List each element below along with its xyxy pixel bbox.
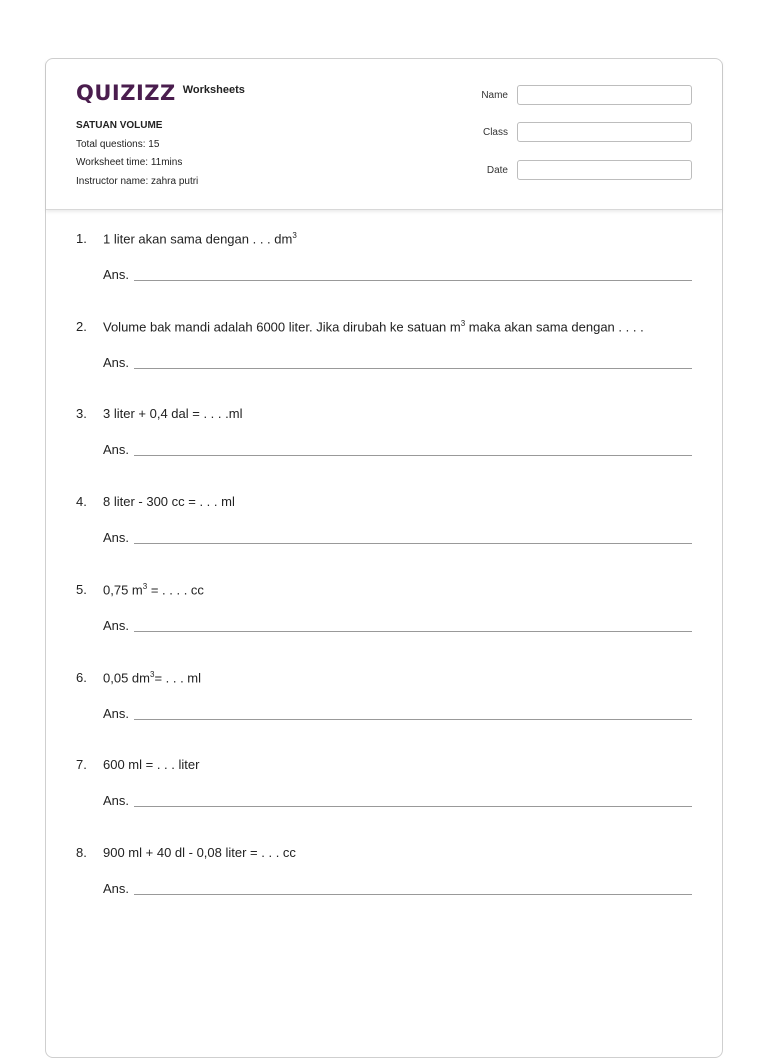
name-input[interactable] [517,85,692,105]
superscript: 3 [142,581,148,591]
class-input[interactable] [517,122,692,142]
question-number: 5. [76,581,87,597]
question-text-main: 0,75 m [103,582,143,598]
brand [76,81,245,105]
answer-line[interactable] [134,806,692,807]
answer-label: Ans. [103,617,130,633]
date-input[interactable] [517,160,692,180]
name-label: Name [481,89,508,101]
question-text [103,582,204,597]
question-text [103,757,199,772]
question-text-tail: maka akan sama dengan . . . . [465,319,644,335]
question-number: 4. [76,494,87,510]
answer-label: Ans. [103,793,130,809]
question-text-tail: = . . . . cc [147,582,204,598]
question-text-main: 900 ml + 40 dl - 0,08 liter = . . . cc [103,844,296,860]
answer-label: Ans. [103,705,130,721]
superscript: 3 [149,669,155,679]
question-text [103,494,235,509]
quizizz-logo: QUIZIZZ [76,81,176,105]
superscript: 3 [292,231,297,240]
question-number: 3. [76,406,87,422]
question-text [103,319,644,334]
question-number: 7. [76,757,87,773]
answer-label: Ans. [103,880,130,896]
question-text-main: 3 liter + 0,4 dal = . . . .ml [103,406,243,422]
date-label: Date [486,164,508,176]
class-label: Class [482,126,508,138]
question-text-main: Volume bak mandi adalah 6000 liter. Jika dirubah ke satuan m [103,319,461,335]
question-text-main: 8 liter - 300 cc = . . . ml [103,494,235,510]
question-number: 6. [76,669,87,685]
answer-label: Ans. [103,267,130,282]
total-questions: Total questions: 15 [76,138,160,150]
answer-label: Ans. [103,354,130,370]
date-field [478,160,694,180]
instructor-name: Instructor name: zahra putri [76,175,199,187]
answer-line[interactable] [134,631,692,632]
worksheet-header [46,59,722,210]
brand-subtitle: Worksheets [182,84,245,96]
question-text-tail: = . . . ml [154,669,202,685]
answer-line[interactable] [134,543,692,544]
answer-line[interactable] [134,368,692,369]
question-text-main: 600 ml = . . . liter [103,757,200,773]
answer-line[interactable] [134,894,692,895]
superscript: 3 [460,318,466,328]
question-number: 8. [76,844,87,860]
answer-label: Ans. [103,530,130,546]
class-field [478,122,694,142]
answer-line[interactable] [134,719,692,720]
question-text [103,670,201,685]
question-text [103,231,297,246]
worksheet-page [45,58,723,1058]
name-field [478,85,694,105]
question-text [103,406,242,421]
question-text [103,845,296,860]
question-number: 2. [76,318,87,334]
question-text-main: 0,05 dm [103,669,150,685]
answer-line[interactable] [134,280,692,281]
question-number: 1. [76,231,87,246]
question-text-main: 1 liter akan sama dengan . . . dm [103,231,293,247]
worksheet-meta [76,117,198,191]
worksheet-time: Worksheet time: 11mins [76,157,183,168]
worksheet-title: SATUAN VOLUME [76,120,163,131]
answer-line[interactable] [134,455,692,456]
answer-label: Ans. [103,442,130,458]
